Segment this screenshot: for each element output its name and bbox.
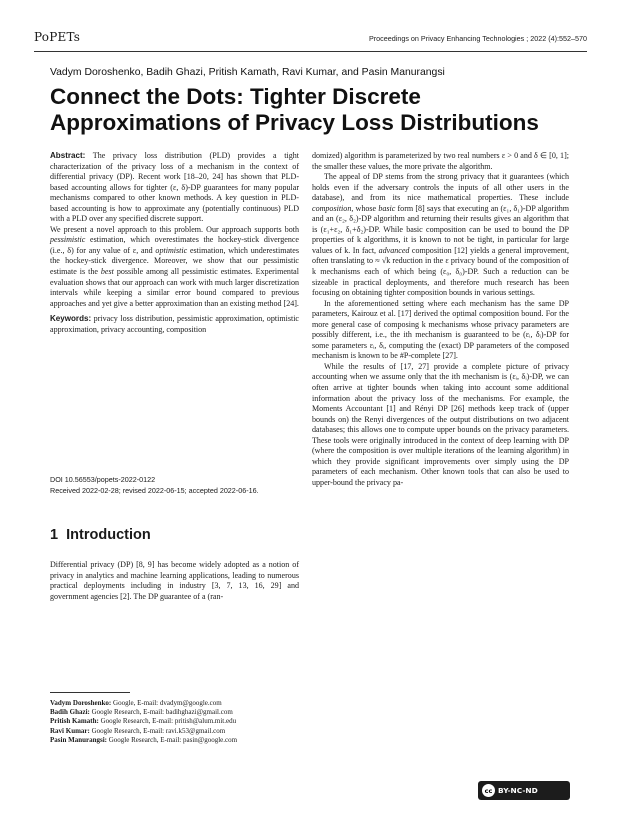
- keywords-label: Keywords:: [50, 314, 92, 324]
- intro-paragraph: Differential privacy (DP) [8, 9] has become widely adopted as a notion of privacy in analytics and machine learning applications, leading to numerous practical deployments including in industry [3, 7, 13, 16, 29] and government agencies [2]. The DP guarantee of a (ran-: [50, 560, 299, 601]
- abstract-paragraph-1: Abstract: The privacy loss distribution (PLD) provides a tight characterization of the privacy loss of a mechanism in the context of differential privacy (DP). Recent work [18–20, 24] has shown that PLD-based accounting allows for tighter (ε, δ)-DP guarantees for many popular mechanisms compared to other known methods. A key question in PLD-based accounting is how to approximate any (potentially continuous) PLD with a PLD over any specified discrete support.: [50, 151, 299, 224]
- header-rule: [34, 51, 587, 52]
- author-list: Vadym Doroshenko, Badih Ghazi, Pritish Kamath, Ravi Kumar, and Pasin Manurangsi: [50, 67, 445, 78]
- license-badge[interactable]: [478, 781, 570, 800]
- footnote-item: Ravi Kumar: Google Research, E-mail: ravi.k53@gmail.com: [50, 726, 226, 735]
- doi[interactable]: DOI 10.56553/popets-2022-0122: [50, 475, 156, 484]
- left-column: [50, 151, 299, 335]
- footnote-item: Pasin Manurangsi: Google Research, E-mail: pasin@google.com: [50, 735, 238, 744]
- section-number: 1: [50, 527, 59, 543]
- footnote-item: Pritish Kamath: Google Research, E-mail: pritish@alum.mit.edu: [50, 717, 237, 726]
- footnote-item: Badih Ghazi: Google Research, E-mail: badihghazi@gmail.com: [50, 708, 233, 717]
- abstract-paragraph-2: We present a novel approach to this problem. Our approach supports both pessimistic estimation, which overestimates the hockey-stick divergence (i.e., δ) for any value of ε, and optimistic estimation, which underestimates the hockey-stick divergence. Moreover, we show that our pessimistic estimate is the best possible among all pessimistic estimates. Experimental evaluation shows that our approach can work with much larger discretization intervals while keeping a similar error bound compared to previous approaches and yet give a better approximation than an existing method [24].: [50, 224, 299, 308]
- abstract-label: Abstract:: [50, 151, 86, 160]
- section-title: Introduction: [66, 527, 151, 543]
- paper-title: Connect the Dots: Tighter Discrete Approximations of Privacy Loss Distributions: [50, 84, 539, 135]
- footnote-rule: [50, 692, 130, 693]
- journal-name: PoPETs: [34, 30, 81, 44]
- section-heading: [50, 527, 151, 543]
- body-paragraph: domized) algorithm is parameterized by two real numbers ε > 0 and δ ∈ [0, 1]; the smaller these values, the more private the algorithm.: [312, 151, 569, 171]
- author-footnotes: [50, 699, 299, 745]
- keywords: Keywords: privacy loss distribution, pessimistic approximation, optimistic approximation, privacy accounting, composition: [50, 314, 299, 334]
- creative-commons-icon: cc: [482, 784, 495, 797]
- running-header: [34, 30, 587, 48]
- footnote-item: Vadym Doroshenko: Google, E-mail: dvadym@google.com: [50, 699, 222, 707]
- body-paragraph: The appeal of DP stems from the strong privacy that it guarantees (which holds even if the adversary controls the inputs of all other users in the database), and from its nice mathematical properties. These include composition, whose basic form [8] says that executing an (ε₁, δ₁)-DP algorithm and an (ε₂, δ₂)-DP algorithm and returning their results gives an algorithm that is (ε₁+ε₂, δ₁+δ₂)-DP. While basic composition can be used to bound the DP properties of k algorithms, it is known to not be tight, in particular for large values of k. In fact, advanced composition [12] yields a general improvement, often translating to ≈ √k reduction in the ε privacy bound of the composition of k mechanisms each of which being (ε₀, δ₀)-DP. Such a reduction can be sizeable in practical deployments, and therefore much research has been focusing on obtaining tighter composition bounds in various settings.: [312, 172, 569, 298]
- body-paragraph: In the aforementioned setting where each mechanism has the same DP parameters, Kairouz et al. [17] derived the optimal composition bound. For the more general case of composing k mechanisms whose privacy parameters are possibly different, i.e., the ith mechanism is guaranteed to be (εᵢ, δᵢ)-DP for some parameters εᵢ, δᵢ, computing the (exact) DP parameters of the composed mechanism is known to be #P-complete [27].: [312, 298, 569, 361]
- received-dates: Received 2022-02-28; revised 2022-06-15; accepted 2022-06-16.: [50, 486, 259, 495]
- body-paragraph: While the results of [17, 27] provide a complete picture of privacy accounting when we assume only that the ith mechanism is (εᵢ, δᵢ)-DP, we can often arrive at tighter bounds when taking into account some additional information about the privacy loss of the mechanisms. For example, the Moments Accountant [1] and Rényi DP [26] methods keep track of (upper bounds on) the Renyi divergences of the output distributions on two adjacent databases; this allows one to compute upper bounds on the privacy parameters. These tools were originally introduced in the context of deep learning with DP (where the composition is over multiple iterations of the learning algorithm) in which they provide significant improvements over simply using the DP parameters of each mechanism. Other known tools that can also be used to upper-bound the privacy pa-: [312, 361, 569, 487]
- proceedings-citation: Proceedings on Privacy Enhancing Technologies ; 2022 (4):552–570: [368, 34, 587, 43]
- right-column: [312, 151, 569, 489]
- license-text: BY-NC-ND: [498, 786, 538, 795]
